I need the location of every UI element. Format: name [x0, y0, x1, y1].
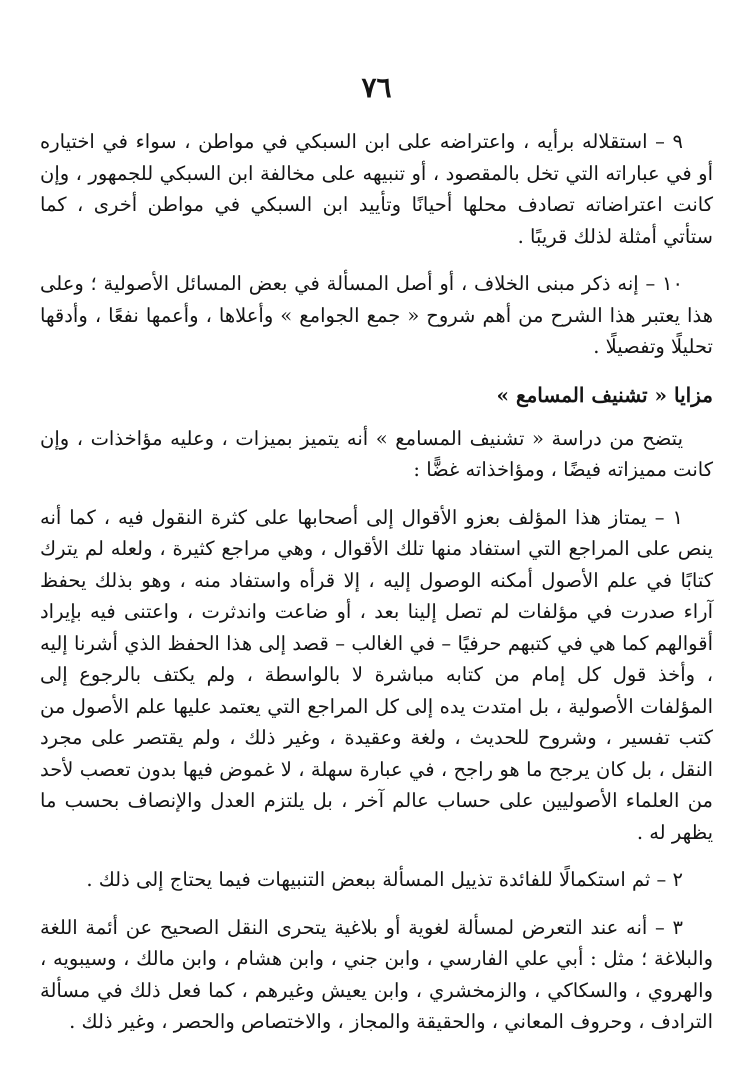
page-number: ٧٦ [361, 71, 392, 104]
section-heading: مزايا « تشنيف المسامع » [496, 382, 713, 407]
paragraph-item-10: ١٠ – إنه ذكر مبنى الخلاف ، أو أصل المسألة في بعض المسائل الأصولية ؛ وعلى هذا يعتبر هذا الشرح من أهم شروح « جمع الجوامع » وأعلاها ، وأعمها نفعًا ، وأدقها تحليلًا وتفصيلًا . [40, 272, 713, 358]
merit-item-2: ٢ – ثم استكمالًا للفائدة تذييل المسألة ببعض التنبيهات فيما يحتاج إلى ذلك . [86, 868, 683, 891]
merit-item-3: ٣ – أنه عند التعرض لمسألة لغوية أو بلاغية يتحرى النقل الصحيح عن أئمة اللغة والبلاغة ؛ مثل : أبي علي الفارسي ، وابن جني ، وابن هشام ، وابن مالك ، وسيبويه ، والهروي ، والسكاكي ، والزمخشري ، وابن يعيش وغيرهم ، كما فعل ذلك في مسألة الترادف ، وحروف المعاني ، والحقيقة والمجاز ، والاختصاص والحصر ، وغير ذلك . [40, 915, 713, 1033]
section-intro: يتضح من دراسة « تشنيف المسامع » أنه يتميز بميزات ، وعليه مؤاخذات ، وإن كانت مميزاته فيضًا ، ومؤاخذاته غضًّا : [40, 426, 713, 481]
paragraph-item-9: ٩ – استقلاله برأيه ، واعتراضه على ابن السبكي في مواطن ، سواء في اختياره أو في عباراته التي تخل بالمقصود ، أو تنبيهه على مخالفة ابن السبكي للجمهور ، وإن كانت اعتراضاته تصادف محلها أحيانًا وتأييد ابن السبكي في مواطن أخرى ، كما ستأتي أمثلة لذلك قريبًا . [40, 130, 713, 248]
merit-item-1: ١ – يمتاز هذا المؤلف بعزو الأقوال إلى أصحابها على كثرة النقول فيه ، كما أنه ينص على المراجع التي استفاد منها تلك الأقوال ، وهي مراجع كثيرة ، ولعله لم يترك كتابًا في علم الأصول أمكنه الوصول إليه ، إلا قرأه واستفاد منه ، وهو بذلك يحفظ آراء صدرت في مؤلفات لم تصل إلينا بعد ، أو ضاعت واندثرت ، واعتنى فيه بإيراد أقوالهم كما هي في كتبهم حرفيًا – في الغالب – قصد إلى هذا الحفظ الذي أشرنا إليه ، وأخذ قول كل إمام من كتابه مباشرة لا بالواسطة ، ولم يكتف بالرجوع إلى المؤلفات الأصولية ، بل امتدت يده إلى كل المراجع التي يعتمد عليها علم الأصول من كتب تفسير ، وشروح للحديث ، ولغة وعقيدة ، وغير ذلك ، ولم يقتصر على مجرد النقل ، بل كان يرجح ما هو راجح ، في عبارة سهلة ، لا غموض فيها بدون تعصب لأحد من العلماء الأصوليين على حساب عالم آخر ، بل يلتزم العدل والإنصاف بحسب ما يظهر له . [40, 505, 713, 844]
book-page [40, 70, 713, 1054]
